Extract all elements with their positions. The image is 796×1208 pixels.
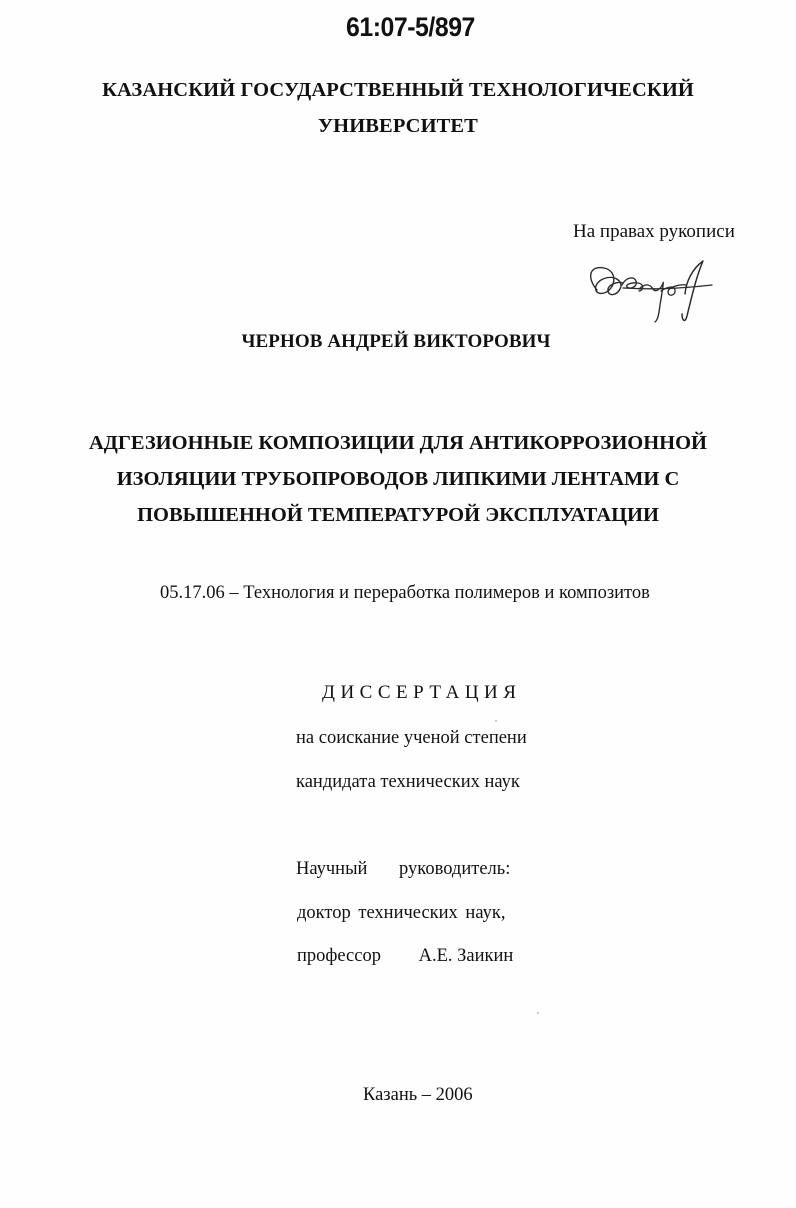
document-number: 61:07-5/897 bbox=[346, 12, 475, 42]
place-and-year: Казань – 2006 bbox=[363, 1085, 473, 1105]
dissertation-title-line-1: АДГЕЗИОННЫЕ КОМПОЗИЦИИ ДЛЯ АНТИКОРРОЗИОННОЙ bbox=[88, 432, 707, 454]
supervisor-name: А.Е. Заикин bbox=[418, 946, 514, 966]
university-name-line-2: УНИВЕРСИТЕТ bbox=[318, 115, 478, 137]
supervisor-heading bbox=[296, 859, 510, 880]
supervisor-title-and-name bbox=[297, 946, 513, 967]
degree-purpose-line-1: на соискание ученой степени bbox=[296, 728, 527, 748]
manuscript-rights-label: На правах рукописи bbox=[573, 221, 735, 242]
scan-speck bbox=[537, 1012, 539, 1014]
scan-speck bbox=[495, 720, 497, 722]
degree-purpose-line-2: кандидата технических наук bbox=[296, 772, 520, 792]
document-type-heading: ДИССЕРТАЦИЯ bbox=[322, 682, 522, 703]
specialty-code-and-name: 05.17.06 – Технология и переработка полимеров и композитов bbox=[160, 583, 650, 603]
supervisor-heading-word-2: руководитель: bbox=[399, 859, 511, 879]
university-name-line-1: КАЗАНСКИЙ ГОСУДАРСТВЕННЫЙ ТЕХНОЛОГИЧЕСКИЙ bbox=[102, 79, 694, 101]
dissertation-title-line-3: ПОВЫШЕННОЙ ТЕМПЕРАТУРОЙ ЭКСПЛУАТАЦИИ bbox=[137, 504, 659, 526]
supervisor-degree: доктор технических наук, bbox=[297, 903, 506, 923]
dissertation-title-line-2: ИЗОЛЯЦИИ ТРУБОПРОВОДОВ ЛИПКИМИ ЛЕНТАМИ С bbox=[116, 468, 680, 490]
author-name: ЧЕРНОВ АНДРЕЙ ВИКТОРОВИЧ bbox=[241, 331, 551, 352]
supervisor-title: профессор bbox=[297, 946, 381, 966]
handwritten-signature-icon bbox=[584, 252, 720, 324]
supervisor-heading-word-1: Научный bbox=[296, 859, 368, 879]
